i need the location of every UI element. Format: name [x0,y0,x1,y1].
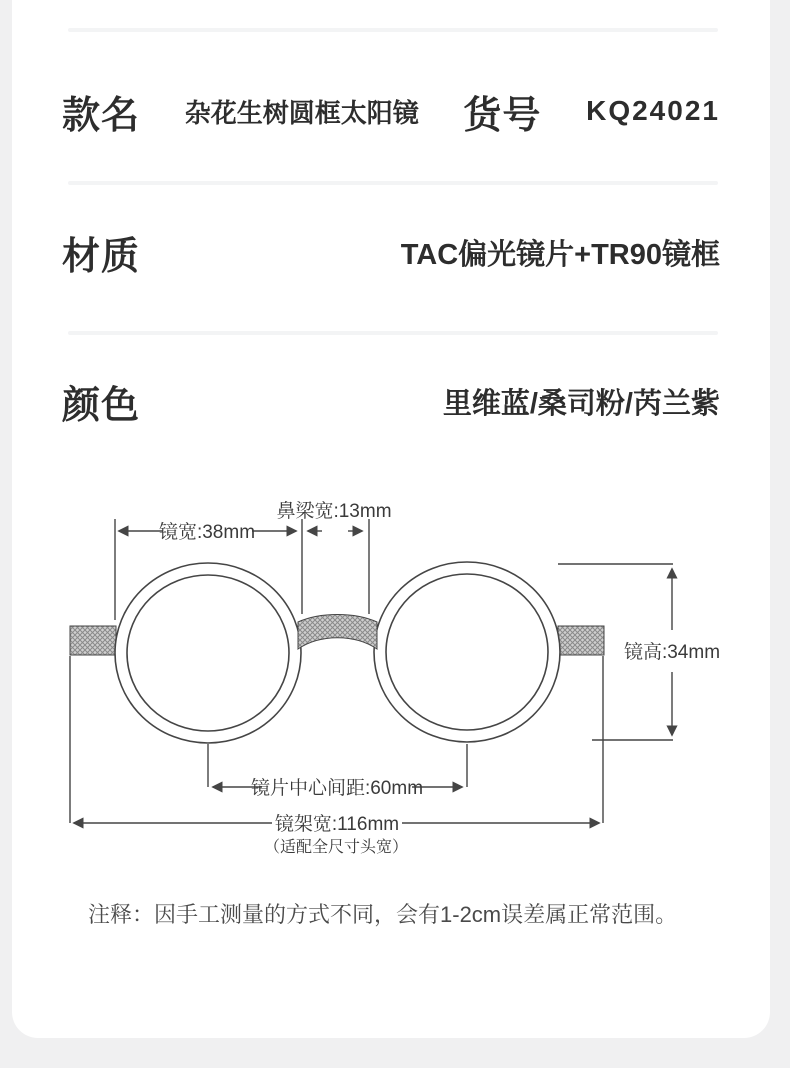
temple-stub-left [70,626,116,655]
material-value: TAC偏光镜片+TR90镜框 [400,238,720,271]
temple-stub-right [558,626,604,655]
color-value: 里维蓝/桑司粉/芮兰紫 [442,387,720,420]
frame-width-sublabel: （适配全尺寸头宽） [263,839,409,856]
color-label: 颜色 [62,384,141,427]
sku-label: 货号 [463,94,542,137]
material-label: 材质 [62,235,141,278]
lens-height-label: 镜高:34mm [623,642,721,663]
frame-width-label: 镜架宽:116mm [274,814,400,835]
measurement-note: 注释：因手工测量的方式不同，会有1-2cm误差属正常范围。 [88,902,678,927]
right-lens-inner-rim [386,574,548,730]
name-value: 杂花生树圆框太阳镜 [184,97,419,128]
name-label: 款名 [62,94,141,137]
center-distance-label: 镜片中心间距:60mm [250,778,424,799]
nose-bridge [298,615,377,650]
sku-value: KQ24021 [586,95,720,126]
left-lens-inner-rim [127,575,289,731]
bridge-width-label: 鼻梁宽:13mm [276,501,392,522]
lens-width-label: 镜宽:38mm [158,522,256,543]
